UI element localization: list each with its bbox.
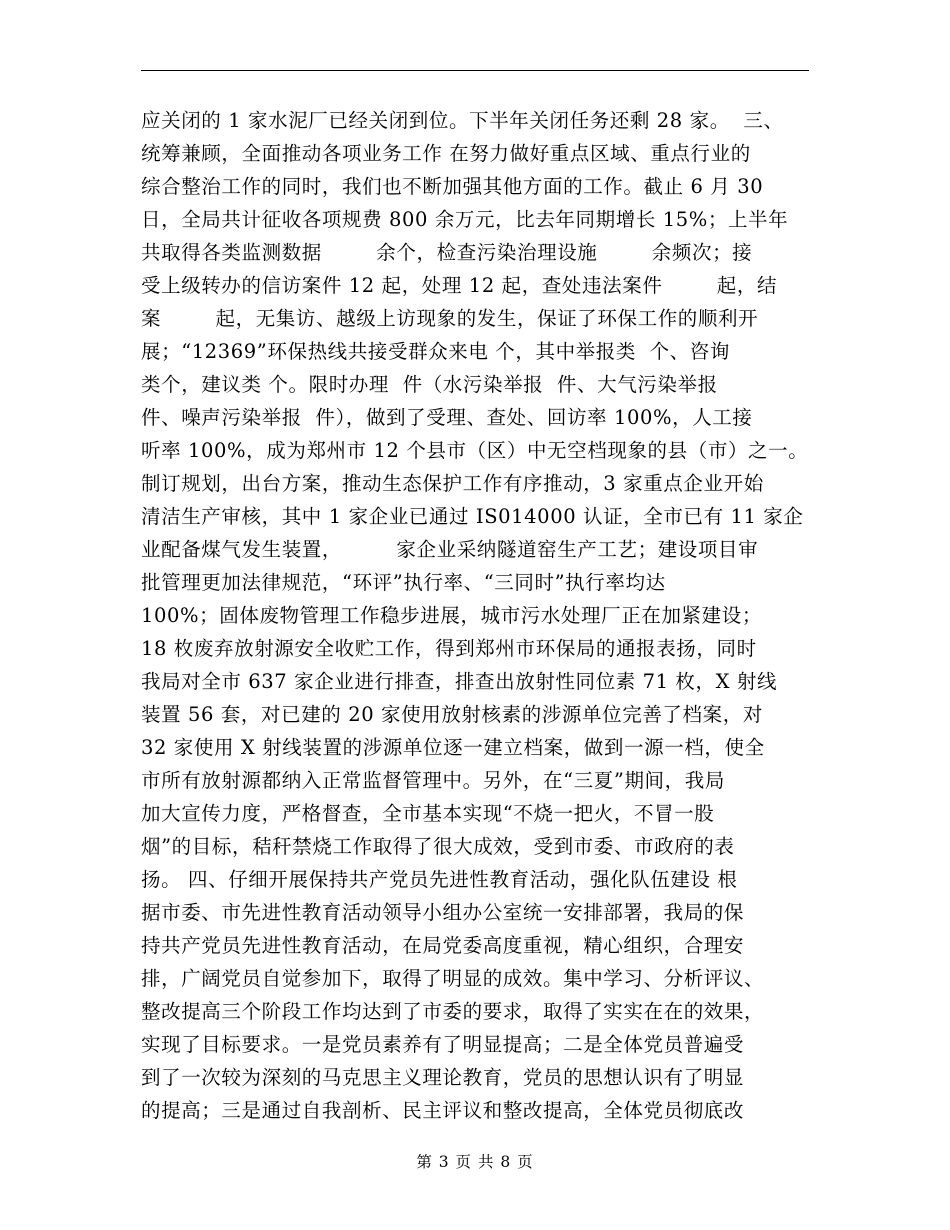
header-rule [141, 70, 809, 71]
text-line: 批管理更加法律规范，“环评”执行率、“三同时”执行率均达 [141, 571, 666, 594]
text-line: 日，全局共计征收各项规费 800 余万元，比去年同期增长 15%；上半年 [141, 208, 789, 231]
text-line: 据市委、市先进性教育活动领导小组办公室统一安排部署，我局的保 [141, 901, 745, 924]
text-line: 的提高；三是通过自我剖析、民主评议和整改提高，全体党员彻底改 [141, 1099, 745, 1122]
text-line: 加大宣传力度，严格督查，全市基本实现“不烧一把火，不冒一股 [141, 802, 715, 825]
text-line: 听率 100%，成为郑州市 12 个县市（区）中无空档现象的县（市）之一。 [141, 439, 809, 462]
text-line: 清洁生产审核，其中 1 家企业已通过 IS014000 认证，全市已有 11 家企 [141, 505, 804, 528]
text-line: 到了一次较为深刻的马克思主义理论教育，党员的思想认识有了明显 [141, 1066, 745, 1089]
text-line: 类个，建议类 个。限时办理 件（水污染举报 件、大气污染举报 [141, 373, 718, 396]
text-line: 持共产党员先进性教育活动，在局党委高度重视，精心组织，合理安 [141, 934, 745, 957]
text-line: 统筹兼顾，全面推动各项业务工作 在努力做好重点区域、重点行业的 [141, 142, 751, 165]
text-line: 案 起，无集访、越级上访现象的发生，保证了环保工作的顺利开 [141, 307, 759, 330]
text-line: 扬。 四、仔细开展保持共产党员先进性教育活动，强化队伍建设 根 [141, 868, 738, 891]
text-line: 我局对全市 637 家企业进行排查，排查出放射性同位素 71 枚，X 射线 [141, 670, 778, 693]
text-line: 件、噪声污染举报 件），做到了受理、查处、回访率 100%，人工接 [141, 406, 753, 429]
text-line: 应关闭的 1 家水泥厂已经关闭到位。下半年关闭任务还剩 28 家。 三、 [141, 109, 784, 132]
text-line: 综合整治工作的同时，我们也不断加强其他方面的工作。截止 6 月 30 [141, 175, 764, 198]
text-line: 制订规划，出台方案，推动生态保护工作有序推动，3 家重点企业开始 [141, 472, 764, 495]
text-line: 市所有放射源都纳入正常监督管理中。另外，在“三夏”期间，我局 [141, 769, 725, 792]
text-line: 烟”的目标，秸秆禁烧工作取得了很大成效，受到市委、市政府的表 [141, 835, 735, 858]
text-line: 受上级转办的信访案件 12 起，处理 12 起，查处违法案件 起，结 [141, 274, 778, 297]
text-line: 18 枚废弃放射源安全收贮工作，得到郑州市环保局的通报表扬，同时 [141, 637, 757, 660]
text-line: 32 家使用 X 射线装置的涉源单位逐一建立档案，做到一源一档，使全 [141, 736, 765, 759]
text-line: 整改提高三个阶段工作均达到了市委的要求，取得了实实在在的效果， [141, 1000, 765, 1023]
text-line: 业配备煤气发生装置， 家企业采纳隧道窑生产工艺；建设项目审 [141, 538, 759, 561]
text-line: 排，广阔党员自觉参加下，取得了明显的成效。集中学习、分析评议、 [141, 967, 765, 990]
text-line: 实现了目标要求。一是党员素养有了明显提高；二是全体党员普遍受 [141, 1033, 745, 1056]
document-body [141, 104, 821, 1127]
text-line: 100%；固体废物管理工作稳步进展，城市污水处理厂正在加紧建设； [141, 604, 762, 627]
text-line: 装置 56 套，对已建的 20 家使用放射核素的涉源单位完善了档案，对 [141, 703, 763, 726]
text-line: 展；“12369”环保热线共接受群众来电 个，其中举报类 个、咨询 [141, 340, 730, 363]
page-footer: 第 3 页 共 8 页 [416, 1153, 534, 1171]
text-line: 共取得各类监测数据 余个，检查污染治理设施 余频次；接 [141, 241, 753, 264]
